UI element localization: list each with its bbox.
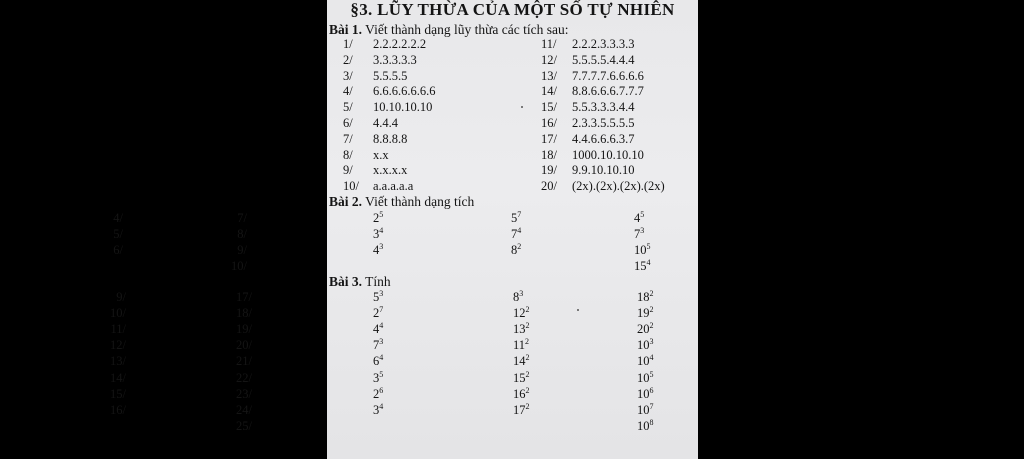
power-base: 17 (513, 402, 526, 417)
power-exponent: 5 (379, 369, 384, 379)
speck-mark (577, 309, 579, 311)
item-number: 11/ (541, 37, 557, 51)
power-base: 10 (634, 243, 647, 257)
power-exponent: 2 (525, 337, 530, 347)
power-exponent: 3 (519, 288, 524, 298)
power-expression (637, 306, 654, 321)
item-number: 2/ (343, 52, 353, 67)
item-number: 13/ (110, 354, 126, 369)
power-base: 15 (634, 259, 647, 273)
power-exponent: 6 (649, 385, 654, 395)
power-expression (373, 403, 383, 418)
item-expression: 6.6.6.6.6.6.6 (373, 84, 436, 99)
item-number: 10/ (110, 306, 126, 321)
item-number: 25/ (236, 418, 252, 433)
power-expression (637, 387, 654, 402)
item-number: 10/ (231, 259, 247, 273)
power-exponent: 5 (640, 209, 645, 219)
item-number: 18/ (236, 306, 252, 321)
power-base: 7 (634, 227, 641, 241)
power-exponent: 5 (649, 369, 654, 379)
power-expression (634, 227, 644, 242)
item-number: 12/ (541, 52, 557, 67)
power-exponent: 3 (379, 288, 384, 298)
item-number: 5/ (113, 227, 123, 241)
item-number: 7/ (343, 131, 353, 146)
exercise-1-instruction: Viết thành dạng lũy thừa các tích sau: (365, 22, 569, 37)
item-number: 8/ (343, 147, 353, 162)
item-number: 6/ (343, 116, 353, 130)
power-exponent: 4 (379, 353, 384, 363)
power-expression (373, 211, 383, 226)
item-number: 14/ (110, 370, 126, 385)
power-base: 7 (373, 338, 380, 353)
item-number: 18/ (541, 147, 557, 162)
exercise-1-heading (329, 22, 568, 38)
power-expression (511, 227, 521, 242)
power-expression (634, 259, 651, 274)
item-number: 8/ (237, 227, 247, 241)
power-exponent: 2 (525, 385, 530, 395)
item-number: 16/ (541, 116, 557, 130)
item-number: 23/ (236, 386, 252, 401)
power-expression (373, 354, 383, 369)
item-expression: 2.2.2.3.3.3.3 (572, 37, 635, 51)
power-base: 10 (637, 386, 650, 401)
item-expression: 4.4.4 (373, 116, 398, 130)
power-base: 2 (373, 386, 380, 401)
item-expression: x.x.x.x (373, 163, 408, 178)
item-expression: 1000.10.10.10 (572, 147, 644, 162)
item-expression: 2.3.3.5.5.5.5 (572, 116, 635, 130)
exercise-3-heading (329, 274, 391, 290)
power-base: 13 (513, 322, 526, 337)
item-expression: x.x (373, 147, 389, 162)
exercise-2-instruction: Viết thành dạng tích (365, 194, 475, 209)
item-expression: 9.9.10.10.10 (572, 163, 635, 178)
item-expression: 10.10.10.10 (373, 100, 433, 115)
power-expression (513, 354, 530, 369)
item-number: 11/ (110, 322, 126, 337)
item-expression: 5.5.5.5.4.4.4 (572, 52, 635, 67)
item-expression: 4.4.6.6.6.3.7 (572, 131, 635, 146)
power-exponent: 4 (517, 225, 522, 235)
exercise-3-label: Bài 3. (329, 274, 363, 289)
power-exponent: 7 (379, 304, 384, 314)
item-number: 15/ (110, 386, 126, 401)
power-exponent: 2 (517, 241, 522, 251)
worksheet-page (110, 0, 698, 459)
power-base: 18 (637, 290, 650, 304)
item-number: 1/ (343, 37, 353, 51)
item-expression: 2.2.2.2.2.2 (373, 37, 427, 51)
item-number: 17/ (541, 131, 557, 146)
item-number: 14/ (541, 84, 557, 99)
power-base: 12 (513, 306, 526, 321)
power-base: 5 (511, 211, 518, 225)
power-exponent: 3 (649, 337, 654, 347)
power-base: 20 (637, 322, 650, 337)
power-expression (511, 243, 521, 258)
power-base: 10 (637, 354, 650, 369)
power-expression (373, 290, 383, 305)
power-base: 10 (637, 338, 650, 353)
power-expression (513, 387, 530, 402)
power-base: 10 (637, 402, 650, 417)
power-exponent: 2 (525, 369, 530, 379)
power-exponent: 5 (646, 241, 651, 251)
power-exponent: 2 (525, 304, 530, 314)
power-base: 2 (373, 306, 380, 321)
power-base: 3 (373, 402, 380, 417)
item-number: 9/ (237, 243, 247, 257)
item-number: 13/ (541, 68, 557, 83)
item-number: 4/ (343, 84, 353, 99)
item-number: 6/ (113, 243, 123, 257)
power-exponent: 3 (379, 337, 384, 347)
power-base: 19 (637, 306, 650, 321)
item-number: 9/ (343, 163, 353, 178)
power-exponent: 4 (379, 401, 384, 411)
item-expression: 5.5.5.5 (373, 68, 408, 83)
item-expression: 7.7.7.7.6.6.6.6 (572, 68, 644, 83)
power-expression (634, 211, 644, 226)
power-base: 4 (373, 243, 380, 257)
power-base: 11 (513, 338, 526, 353)
item-number: 16/ (110, 402, 126, 417)
power-expression (637, 338, 654, 353)
power-base: 14 (513, 354, 526, 369)
item-number: 21/ (236, 354, 252, 369)
power-exponent: 2 (649, 304, 654, 314)
power-exponent: 3 (379, 241, 384, 251)
power-expression (637, 322, 654, 337)
exercise-3-instruction: Tính (365, 274, 391, 289)
power-base: 4 (373, 322, 380, 337)
power-expression (637, 419, 654, 434)
power-exponent: 2 (525, 321, 530, 331)
power-base: 16 (513, 386, 526, 401)
power-base: 3 (373, 370, 380, 385)
item-number: 12/ (110, 338, 126, 353)
power-exponent: 7 (517, 209, 522, 219)
power-expression (373, 371, 383, 386)
power-base: 8 (513, 290, 520, 304)
power-exponent: 2 (649, 288, 654, 298)
power-exponent: 6 (379, 385, 384, 395)
power-exponent: 5 (379, 209, 384, 219)
item-expression: 5.5.3.3.3.4.4 (572, 100, 635, 115)
power-base: 10 (637, 370, 650, 385)
power-expression (637, 354, 654, 369)
power-base: 7 (511, 227, 518, 241)
power-expression (513, 290, 523, 305)
exercise-2-label: Bài 2. (329, 194, 363, 209)
power-expression (637, 290, 654, 305)
exercise-1-label: Bài 1. (329, 22, 363, 37)
speck-mark (521, 106, 523, 108)
item-expression: a.a.a.a.a (373, 179, 414, 194)
power-exponent: 8 (649, 417, 654, 427)
item-number: 20/ (541, 179, 557, 194)
item-expression: 3.3.3.3.3 (373, 52, 417, 67)
power-expression (513, 322, 530, 337)
item-number: 4/ (113, 211, 123, 225)
power-expression (513, 338, 529, 353)
power-base: 10 (637, 418, 650, 433)
page-title: §3. LŨY THỪA CỦA MỘT SỐ TỰ NHIÊN (350, 0, 675, 19)
power-exponent: 2 (525, 401, 530, 411)
item-number: 10/ (343, 179, 359, 194)
power-exponent: 4 (646, 257, 651, 267)
power-base: 15 (513, 370, 526, 385)
power-base: 6 (373, 354, 380, 369)
power-base: 5 (373, 290, 380, 304)
power-expression (373, 322, 383, 337)
power-base: 4 (634, 211, 641, 225)
power-expression (634, 243, 651, 258)
power-expression (511, 211, 521, 226)
power-base: 3 (373, 227, 380, 241)
item-number: 22/ (236, 370, 252, 385)
power-expression (373, 243, 383, 258)
power-exponent: 4 (649, 353, 654, 363)
item-number: 5/ (343, 100, 353, 115)
item-number: 19/ (236, 322, 252, 337)
power-expression (637, 403, 654, 418)
power-exponent: 7 (649, 401, 654, 411)
power-expression (513, 403, 530, 418)
item-expression: 8.8.8.8 (373, 131, 408, 146)
power-exponent: 2 (649, 321, 654, 331)
item-expression: (2x).(2x).(2x).(2x) (572, 179, 665, 194)
power-expression (637, 371, 654, 386)
item-number: 15/ (541, 100, 557, 115)
power-expression (373, 306, 383, 321)
power-base: 8 (511, 243, 518, 257)
item-number: 24/ (236, 402, 252, 417)
power-expression (373, 338, 383, 353)
power-exponent: 4 (379, 321, 384, 331)
exercise-2-heading (329, 194, 474, 210)
power-expression (373, 387, 383, 402)
power-expression (513, 371, 530, 386)
item-number: 20/ (236, 338, 252, 353)
item-number: 9/ (116, 290, 126, 304)
power-exponent: 4 (379, 225, 384, 235)
power-base: 2 (373, 211, 380, 225)
item-number: 17/ (236, 290, 252, 304)
power-expression (513, 306, 530, 321)
power-exponent: 2 (525, 353, 530, 363)
power-exponent: 3 (640, 225, 645, 235)
power-expression (373, 227, 383, 242)
item-expression: 8.8.6.6.6.7.7.7 (572, 84, 644, 99)
item-number: 3/ (343, 68, 353, 83)
item-number: 19/ (541, 163, 557, 178)
item-number: 7/ (237, 211, 247, 225)
